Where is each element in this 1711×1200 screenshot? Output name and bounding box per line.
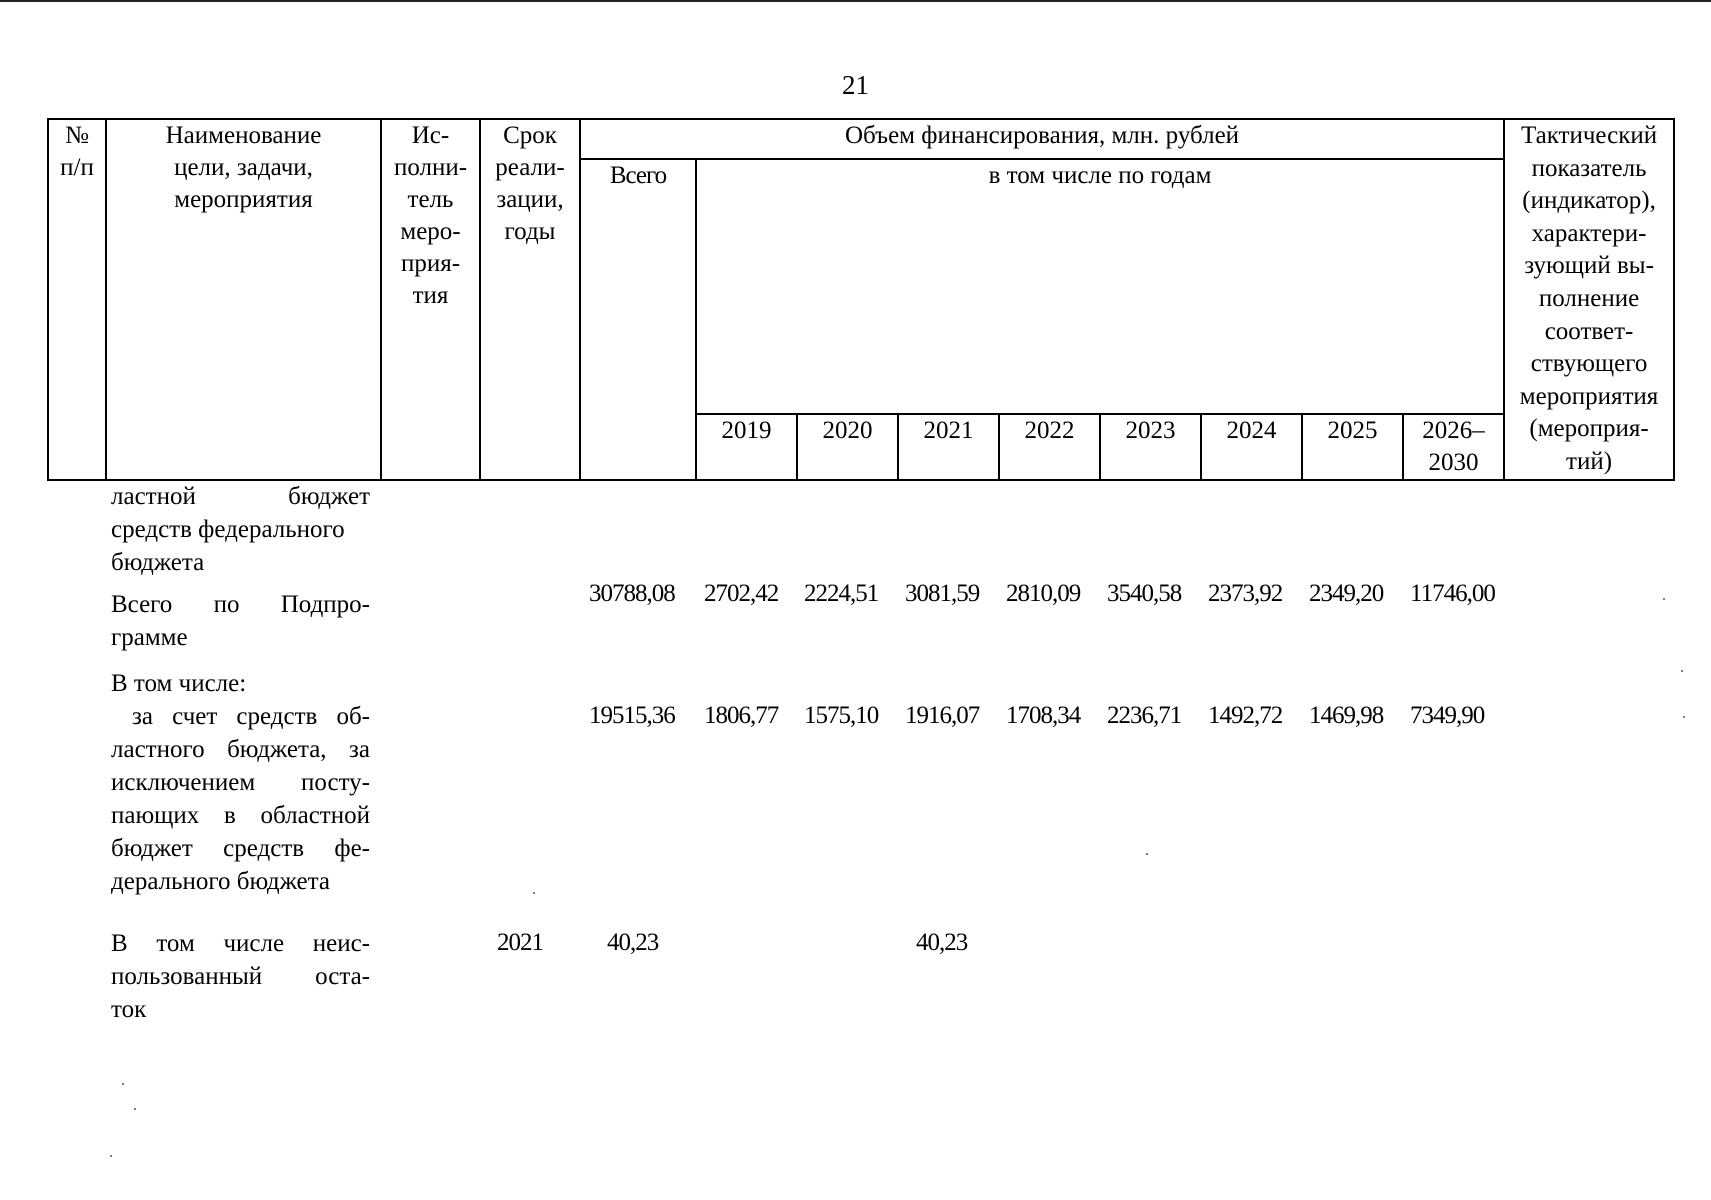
- header-name: Наименование цели, задачи, мероприятия: [106, 119, 381, 480]
- header-by-years: в том числе по годам: [696, 159, 1504, 414]
- subprogram-total-value-2020: 2224,51: [804, 580, 879, 607]
- unused-balance-term: 2021: [497, 929, 543, 956]
- regional-budget-value-2026-2030: 7349,90: [1410, 702, 1485, 729]
- subprogram-total-value-2019: 2702,42: [704, 580, 779, 607]
- header-year-2022: 2022: [999, 414, 1100, 480]
- regional-budget-value-total: 19515,36: [589, 702, 675, 729]
- header-total: Всего: [580, 159, 696, 480]
- scan-speck: [533, 892, 535, 894]
- scan-speck: [134, 1108, 136, 1110]
- regional-budget-value-2022: 1708,34: [1006, 702, 1081, 729]
- regional-budget-value-2019: 1806,77: [704, 702, 779, 729]
- scan-speck: [1663, 598, 1665, 600]
- header-year-2024: 2024: [1201, 414, 1302, 480]
- regional-budget-label: за счет средств об- ластного бюджета, за исключением посту- пающих в областной бюджет средств фе- дерального бюджета: [111, 703, 370, 895]
- subprogram-total-label: Всего по Подпро- грамме: [111, 591, 370, 651]
- scan-speck: [110, 1155, 112, 1157]
- regional-budget-value-2023: 2236,71: [1107, 702, 1182, 729]
- header-year-2026-2030: 2026– 2030: [1403, 414, 1504, 480]
- including-label: В том числе:: [111, 670, 247, 697]
- subprogram-total-value-2025: 2349,20: [1309, 580, 1384, 607]
- header-financing: Объем финансирования, млн. рублей: [580, 119, 1504, 159]
- unused-balance-total: 40,23: [607, 929, 659, 956]
- header-executor: Ис- полни- тель меро- прия- тия: [381, 119, 480, 480]
- subprogram-total-value-2023: 3540,58: [1107, 580, 1182, 607]
- scan-speck: [1683, 716, 1685, 718]
- header-year-2023: 2023: [1100, 414, 1201, 480]
- regional-budget-value-2020: 1575,10: [804, 702, 879, 729]
- continuation-text: ластной бюджет средств федерального бюджета: [111, 483, 370, 576]
- unused-balance-2021: 40,23: [916, 929, 968, 956]
- subprogram-total-value-2026-2030: 11746,00: [1410, 580, 1495, 607]
- regional-budget-value-2024: 1492,72: [1208, 702, 1283, 729]
- scan-speck: [1681, 670, 1683, 672]
- scan-speck: [1146, 853, 1148, 855]
- financing-table-header: [47, 118, 1675, 481]
- unused-balance-label: В том числе неис- пользованный оста- ток: [111, 930, 370, 1023]
- subprogram-total-value-2024: 2373,92: [1208, 580, 1283, 607]
- subprogram-total-value-2022: 2810,09: [1006, 580, 1081, 607]
- header-year-2021: 2021: [898, 414, 999, 480]
- subprogram-total-value-total: 30788,08: [589, 580, 675, 607]
- subprogram-total-value-2021: 3081,59: [905, 580, 980, 607]
- scan-speck: [122, 1083, 124, 1085]
- top-border-line: [0, 0, 1711, 2]
- header-year-2020: 2020: [797, 414, 898, 480]
- regional-budget-value-2025: 1469,98: [1309, 702, 1384, 729]
- header-number: № п/п: [48, 119, 106, 480]
- header-year-2025: 2025: [1302, 414, 1403, 480]
- header-year-2019: 2019: [696, 414, 797, 480]
- regional-budget-value-2021: 1916,07: [905, 702, 980, 729]
- header-term: Срок реали- зации, годы: [480, 119, 580, 480]
- page-number: 21: [842, 70, 869, 100]
- header-indicator: Тактический показатель (индикатор), характери- зующий вы- полнение соответ- ствующего мероприятия (мероприя- тий): [1504, 119, 1674, 480]
